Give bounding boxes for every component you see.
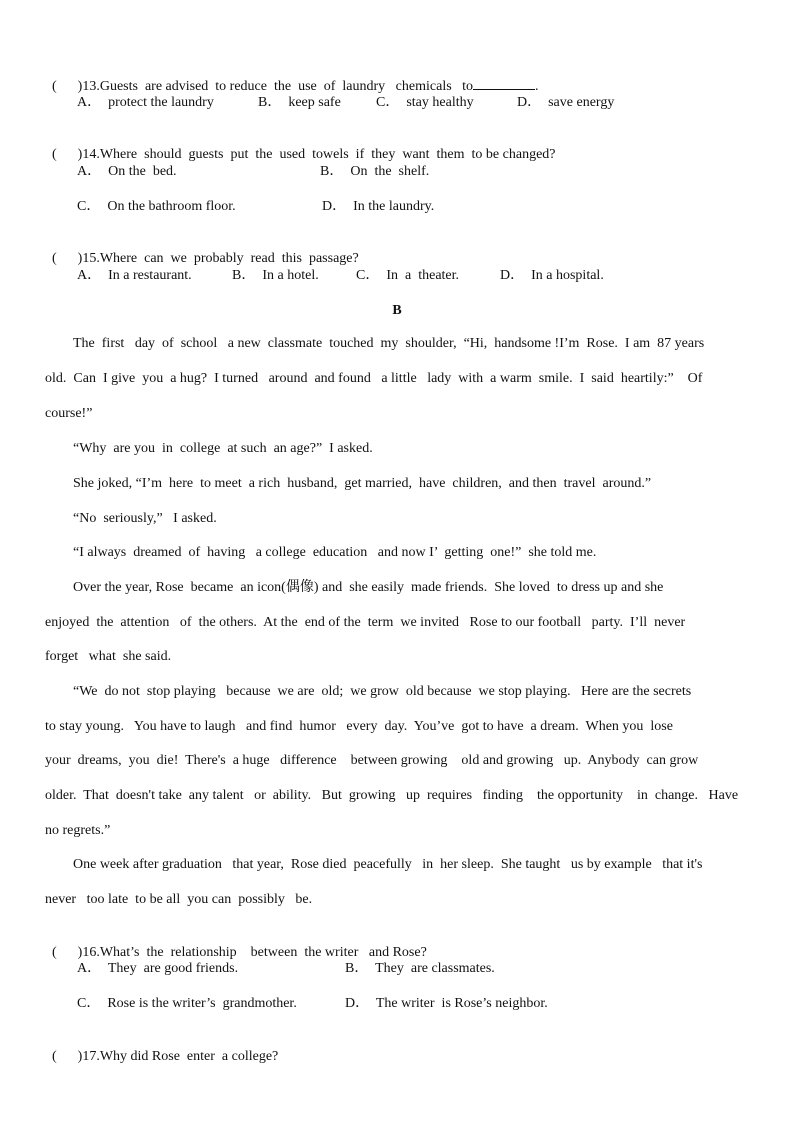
question-14 <box>45 128 556 164</box>
q14-option-a[interactable]: A． On the bed. <box>77 164 177 179</box>
passage-line: One week after graduation that year, Rose died peacefully in her sleep. She taught us by example that it's <box>73 857 703 872</box>
passage-line: “Why are you in college at such an age?” I asked. <box>73 441 373 456</box>
question-13 <box>45 59 539 96</box>
passage-line: your dreams, you die! There's a huge difference between growing old and growing up. Anybody can grow <box>45 753 699 768</box>
question-stem: 16.What’s the relationship between the writer and Rose? <box>82 945 427 960</box>
answer-paren[interactable]: ( ) <box>52 945 83 960</box>
q16-option-d[interactable]: D． The writer is Rose’s neighbor. <box>345 996 548 1011</box>
passage-line: enjoyed the attention of the others. At the end of the term we invited Rose to our football party. I’ll never <box>45 615 686 630</box>
passage-line: older. That doesn't take any talent or ability. But growing up requires finding the opportunity in change. Have <box>45 788 739 803</box>
q15-option-a[interactable]: A． In a restaurant. <box>77 268 192 283</box>
q15-option-c[interactable]: C． In a theater. <box>356 268 460 283</box>
q13-option-d[interactable]: D． save energy <box>517 95 615 110</box>
q14-option-d[interactable]: D． In the laundry. <box>322 199 435 214</box>
passage-line: She joked, “I’m here to meet a rich husband, get married, have children, and then travel around.” <box>73 476 652 491</box>
q13-option-a[interactable]: A． protect the laundry <box>77 95 214 110</box>
passage-line: The first day of school a new classmate touched my shoulder, “Hi, handsome !I’m Rose. I am 87 years <box>73 336 705 351</box>
passage-line: “We do not stop playing because we are old; we grow old because we stop playing. Here are the secrets <box>73 684 692 699</box>
q15-option-b[interactable]: B． In a hotel. <box>232 268 319 283</box>
q14-option-b[interactable]: B． On the shelf. <box>320 164 430 179</box>
passage-line: no regrets.” <box>45 823 111 838</box>
q15-option-d[interactable]: D． In a hospital. <box>500 268 604 283</box>
answer-paren[interactable]: ( ) <box>52 1049 83 1064</box>
question-16 <box>45 926 427 962</box>
passage-line: old. Can I give you a hug? I turned around and found a little lady with a warm smile. I said heartily:” Of <box>45 371 703 386</box>
question-stem: 13.Guests are advised to reduce the use of laundry chemicals to <box>82 79 474 94</box>
q16-option-c[interactable]: C． Rose is the writer’s grandmother. <box>77 996 297 1011</box>
q14-option-c[interactable]: C． On the bathroom floor. <box>77 199 236 214</box>
answer-paren[interactable]: ( ) <box>52 147 83 162</box>
passage-line: forget what she said. <box>45 649 172 664</box>
q13-option-c[interactable]: C． stay healthy <box>376 95 474 110</box>
section-title: B <box>392 303 402 318</box>
passage-line: course!” <box>45 406 93 421</box>
question-stem: 15.Where can we probably read this passage? <box>82 251 359 266</box>
passage-line: to stay young. You have to laugh and find humor every day. You’ve got to have a dream. When you lose <box>45 719 673 734</box>
passage-line: “No seriously,” I asked. <box>73 511 217 526</box>
answer-paren[interactable]: ( ) <box>52 251 83 266</box>
passage-line: “I always dreamed of having a college education and now I’ getting one!” she told me. <box>73 545 597 560</box>
passage-line: never too late to be all you can possibly be. <box>45 892 313 907</box>
question-17 <box>45 1030 278 1066</box>
question-stem: 14.Where should guests put the used towels if they want them to be changed? <box>82 147 556 162</box>
stem-period: . <box>535 79 539 94</box>
answer-paren[interactable]: ( ) <box>52 79 83 94</box>
q13-option-b[interactable]: B． keep safe <box>258 95 341 110</box>
q16-option-b[interactable]: B． They are classmates. <box>345 961 495 976</box>
q16-option-a[interactable]: A． They are good friends. <box>77 961 239 976</box>
passage-line: Over the year, Rose became an icon(偶像) and she easily made friends. She loved to dress up and she <box>73 580 664 595</box>
fill-blank[interactable] <box>473 77 535 90</box>
question-15 <box>45 232 359 268</box>
question-stem: 17.Why did Rose enter a college? <box>82 1049 279 1064</box>
